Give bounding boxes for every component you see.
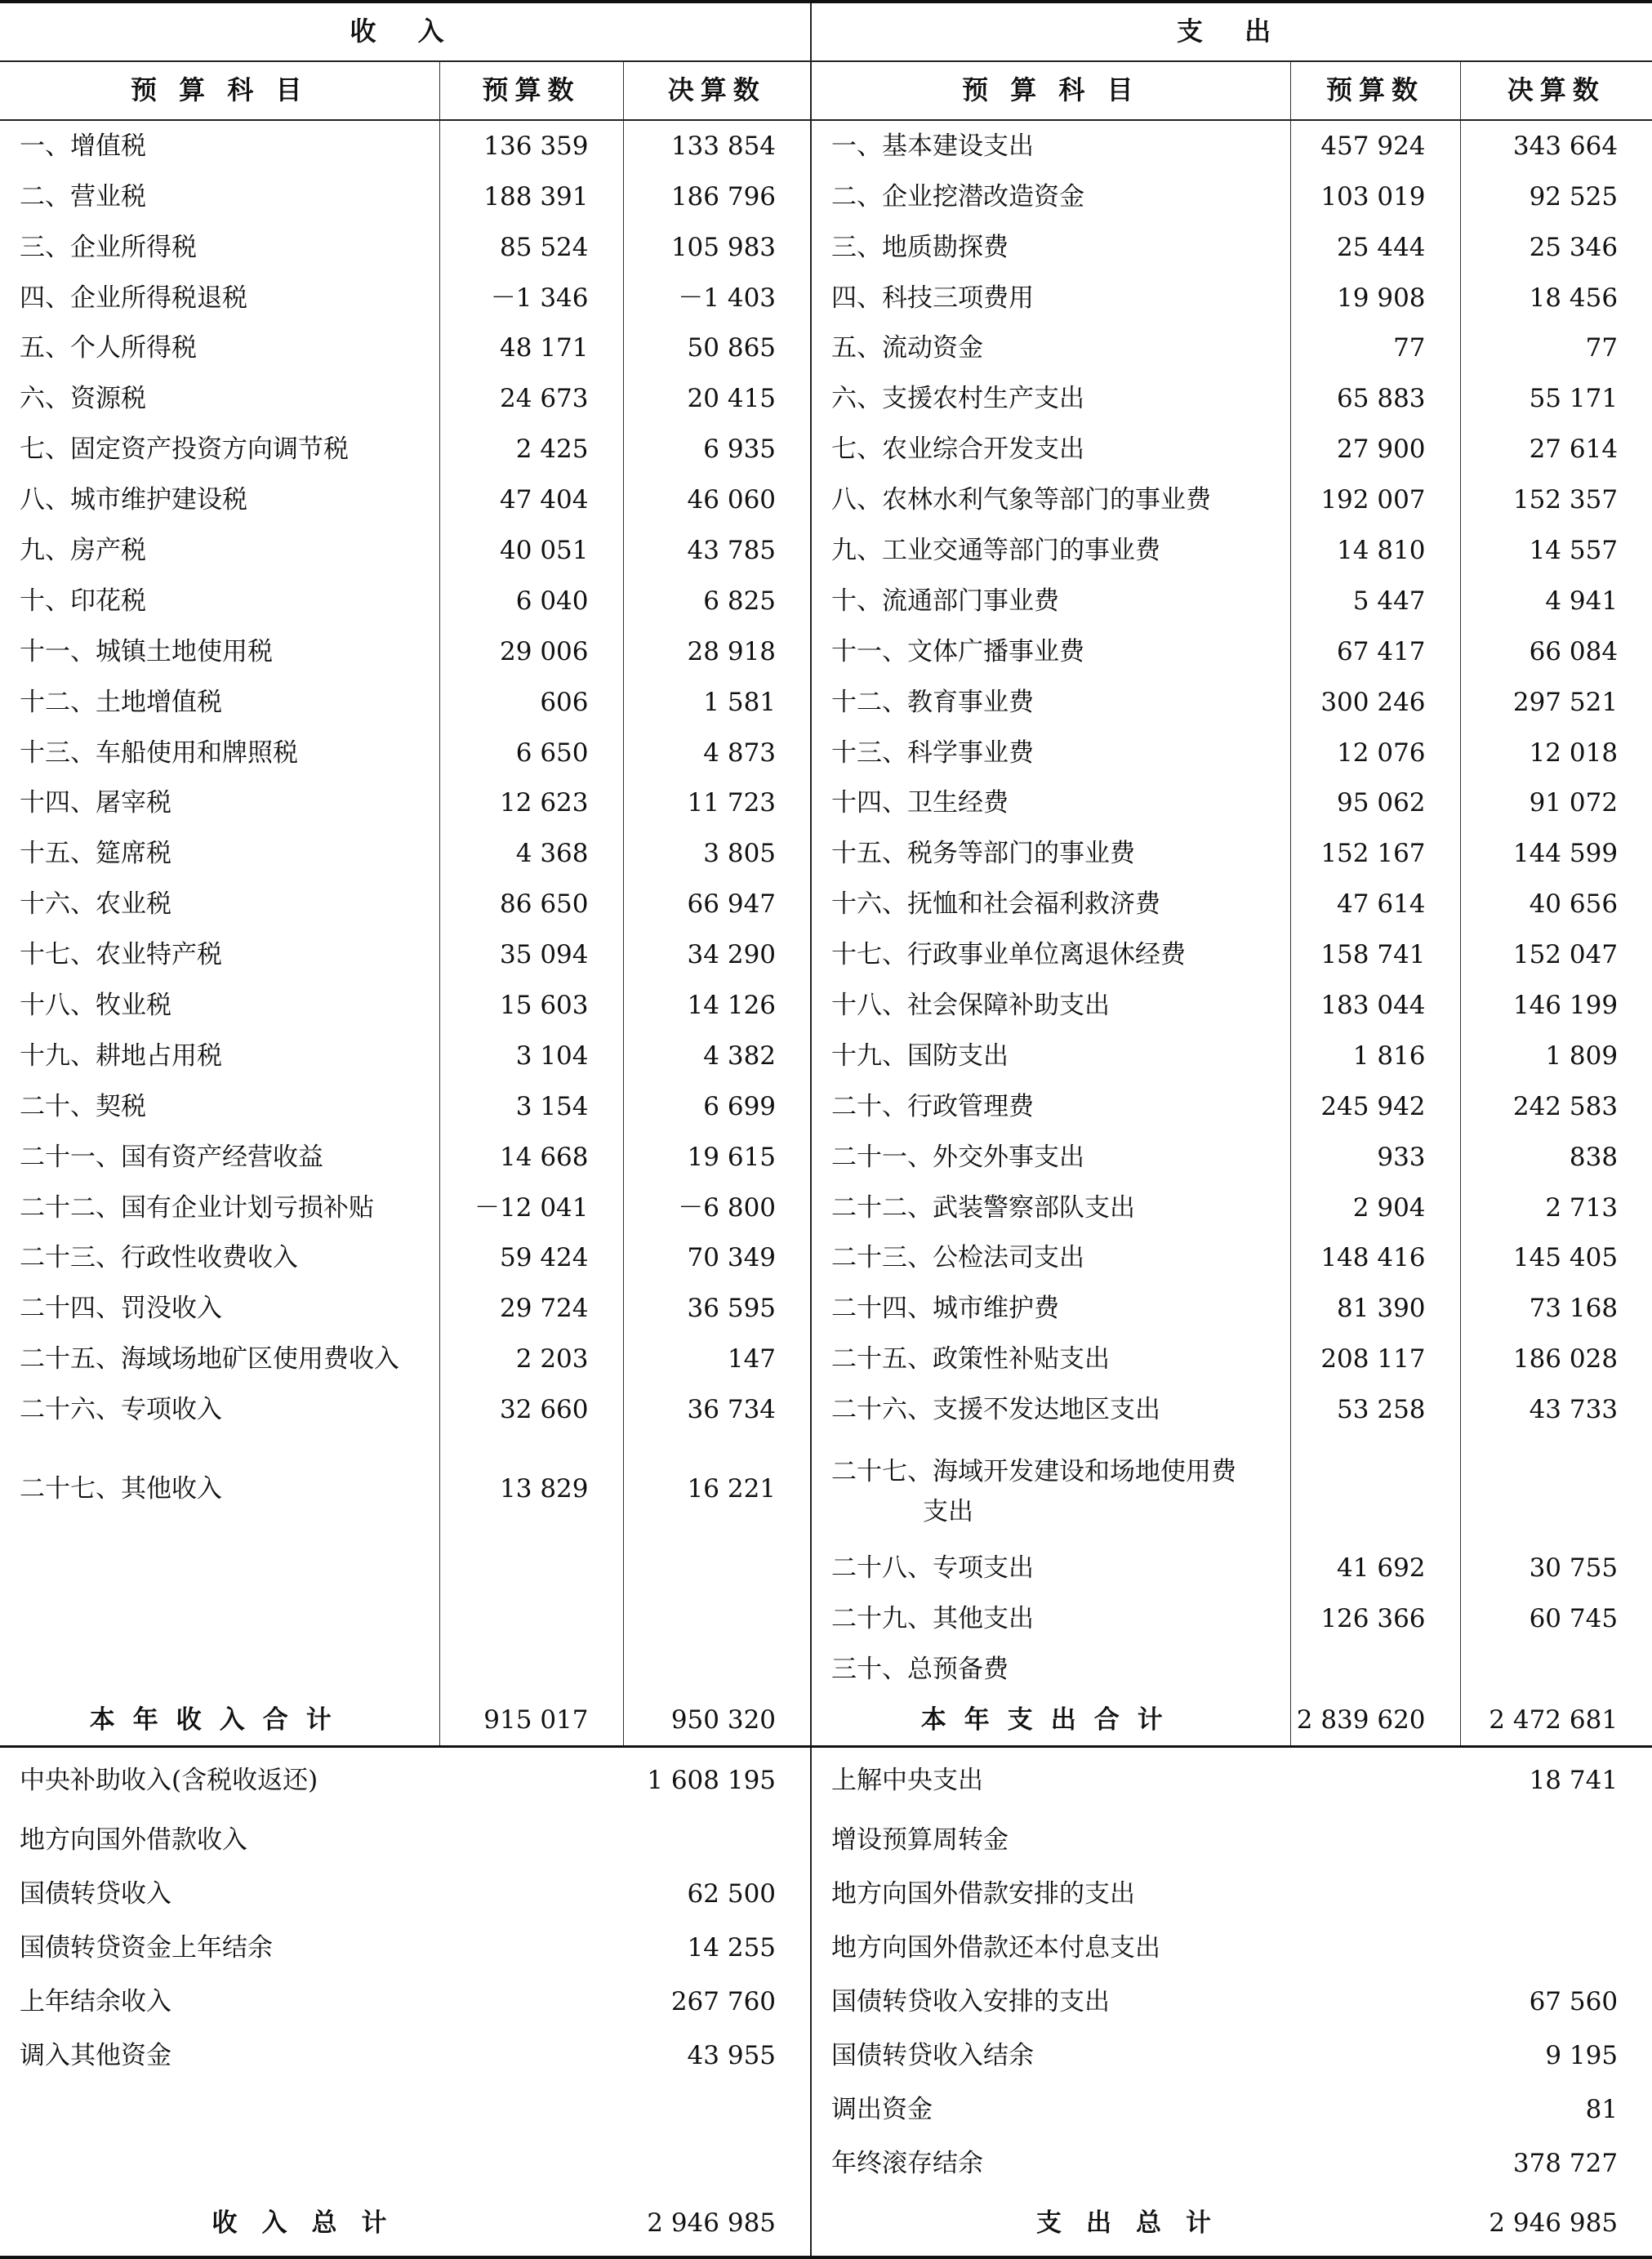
- expenditure-final-header: 决算数: [1460, 61, 1652, 120]
- expenditure-item-final: 14 557: [1529, 536, 1619, 566]
- expenditure-grand-total: 2 946 985: [1460, 2190, 1652, 2257]
- expenditure-item-final: 146 199: [1512, 991, 1619, 1021]
- table-row: [0, 879, 1652, 929]
- extra-expenditure-final: [1460, 1867, 1652, 1921]
- expenditure-item-name: 十、流通部门事业费: [811, 576, 1290, 626]
- table-row: [0, 1543, 1652, 1593]
- income-item-final: －1 403: [623, 273, 811, 323]
- expenditure-item-budget: 81 390: [1290, 1283, 1460, 1334]
- income-item-final: 4 873: [623, 728, 811, 778]
- extra-income-final: 267 760: [623, 1975, 811, 2029]
- expenditure-item-final: 12 018: [1529, 737, 1619, 768]
- expenditure-item-name-line2: 支出: [923, 1497, 974, 1527]
- expenditure-item-final: 91 072: [1529, 788, 1619, 818]
- expenditure-item-final: [1460, 1435, 1652, 1543]
- income-item-final: [623, 1593, 811, 1644]
- expenditure-section-title: 支 出: [811, 2, 1652, 61]
- expenditure-item-budget: 152 167: [1290, 828, 1460, 879]
- income-item-budget: 3 104: [439, 1031, 623, 1081]
- income-item-budget: 6 650: [439, 728, 623, 778]
- table-row: [0, 373, 1652, 424]
- income-item-budget: －12 041: [439, 1183, 623, 1233]
- table-row: [0, 1334, 1652, 1384]
- expenditure-item-final: 2 713: [1545, 1192, 1619, 1223]
- extra-income-final: [623, 2136, 811, 2190]
- extra-income-name: 地方向国外借款收入: [20, 1825, 247, 1855]
- expenditure-item-final: 144 599: [1512, 839, 1619, 869]
- expenditure-item-budget: 65 883: [1290, 373, 1460, 424]
- extra-expenditure-name: 地方向国外借款安排的支出: [831, 1878, 1136, 1909]
- expenditure-item-final: 242 583: [1512, 1091, 1619, 1121]
- expenditure-item-final: 30 755: [1529, 1553, 1619, 1584]
- income-item-final: 66 947: [623, 879, 811, 929]
- expenditure-item-name: 二十三、公检法司支出: [811, 1233, 1290, 1284]
- expenditure-item-name: 二十四、城市维护费: [811, 1283, 1290, 1334]
- income-item-name: 四、企业所得税退税: [0, 273, 439, 323]
- income-item-name: 二十、契税: [0, 1081, 439, 1132]
- extra-expenditure-final: 9 195: [1545, 2040, 1619, 2070]
- expenditure-item-budget: 77: [1290, 323, 1460, 374]
- extra-expenditure-name: 年终滚存结余: [831, 2148, 984, 2178]
- table-row: [0, 1813, 1652, 1867]
- expenditure-item-budget: 457 924: [1290, 120, 1460, 172]
- expenditure-item-budget: 300 246: [1290, 677, 1460, 728]
- income-item-name: 六、资源税: [0, 373, 439, 424]
- expenditure-item-final: 838: [1569, 1142, 1619, 1172]
- income-item-final: 28 918: [623, 626, 811, 677]
- income-item-name: 七、固定资产投资方向调节税: [0, 424, 439, 475]
- income-final-header: 决算数: [623, 61, 811, 120]
- income-item-final: －6 800: [623, 1183, 811, 1233]
- income-item-final: 20 415: [623, 373, 811, 424]
- expenditure-item-final: 4 941: [1545, 586, 1619, 616]
- income-item-budget: 13 829: [439, 1435, 623, 1543]
- expenditure-item-name: 二十五、政策性补贴支出: [811, 1334, 1290, 1384]
- income-item-budget: 29 724: [439, 1283, 623, 1334]
- income-item-name: 十一、城镇土地使用税: [0, 626, 439, 677]
- expenditure-item-name: 四、科技三项费用: [811, 273, 1290, 323]
- extra-expenditure-final: [1460, 1921, 1652, 1975]
- extra-income-final: 43 955: [623, 2029, 811, 2083]
- expenditure-item-name: 二十、行政管理费: [811, 1081, 1290, 1132]
- income-item-budget: 40 051: [439, 525, 623, 576]
- income-item-final: 133 854: [623, 120, 811, 172]
- income-total-label: 本年收入合计: [0, 1695, 439, 1747]
- expenditure-total-label: 本年支出合计: [811, 1695, 1290, 1747]
- extra-income-final: 1 608 195: [623, 1746, 811, 1813]
- expenditure-item-final: 27 614: [1529, 434, 1619, 465]
- table-row: [0, 1746, 1652, 1813]
- income-grand-total-label: 收入总计: [0, 2190, 623, 2257]
- expenditure-item-name: 十七、行政事业单位离退休经费: [811, 929, 1290, 980]
- table-row: [0, 2029, 1652, 2083]
- income-item-name: 十八、牧业税: [0, 980, 439, 1031]
- expenditure-item-final: 40 656: [1529, 889, 1619, 920]
- income-item-final: 36 595: [623, 1283, 811, 1334]
- expenditure-item-budget: 933: [1290, 1132, 1460, 1183]
- expenditure-item-budget: 95 062: [1290, 778, 1460, 829]
- expenditure-item-name: 十五、税务等部门的事业费: [811, 828, 1290, 879]
- table-row: [0, 2136, 1652, 2190]
- expenditure-item-name: 九、工业交通等部门的事业费: [811, 525, 1290, 576]
- income-item-final: 46 060: [623, 475, 811, 525]
- income-item-final: 19 615: [623, 1132, 811, 1183]
- extra-income-final: [623, 2083, 811, 2136]
- extra-expenditure-name: 国债转贷收入结余: [831, 2040, 1035, 2070]
- income-item-budget: 32 660: [439, 1384, 623, 1435]
- table-row: [0, 424, 1652, 475]
- expenditure-item-name: 一、基本建设支出: [811, 120, 1290, 172]
- expenditure-item-name: 三、地质勘探费: [811, 222, 1290, 273]
- expenditure-item-name-line1: 二十七、海域开发建设和场地使用费: [831, 1456, 1237, 1486]
- expenditure-item-name: 二十二、武装警察部队支出: [811, 1183, 1290, 1233]
- extra-income-name: 上年结余收入: [20, 1986, 171, 2016]
- table-row: [0, 1384, 1652, 1435]
- income-item-budget: 2 203: [439, 1334, 623, 1384]
- table-row: [0, 929, 1652, 980]
- income-item-final: 186 796: [623, 172, 811, 222]
- table-row: [0, 1921, 1652, 1975]
- income-item-final: 36 734: [623, 1384, 811, 1435]
- table-row: [0, 525, 1652, 576]
- extra-expenditure-name: 上解中央支出: [811, 1746, 1460, 1813]
- expenditure-item-final: 18 456: [1529, 283, 1619, 313]
- extra-expenditure-final: 378 727: [1512, 2148, 1619, 2178]
- income-budget-header: 预算数: [439, 61, 623, 120]
- table-row: [0, 1283, 1652, 1334]
- income-item-budget: 2 425: [439, 424, 623, 475]
- expenditure-item-budget: 208 117: [1290, 1334, 1460, 1384]
- expenditure-item-name: 十四、卫生经费: [811, 778, 1290, 829]
- income-item-name: 八、城市维护建设税: [0, 475, 439, 525]
- extra-expenditure-final: 18 741: [1460, 1746, 1652, 1813]
- table-row: [0, 222, 1652, 273]
- grand-total-row: [0, 2190, 1652, 2257]
- table-row: [0, 1593, 1652, 1644]
- income-item-name: 二十三、行政性收费收入: [0, 1233, 439, 1284]
- income-item-final: 105 983: [623, 222, 811, 273]
- expenditure-item-name: 二十八、专项支出: [811, 1543, 1290, 1593]
- expenditure-item-final: 145 405: [1512, 1243, 1619, 1273]
- income-item-name: [0, 1593, 439, 1644]
- expenditure-item-name: 五、流动资金: [811, 323, 1290, 374]
- expenditure-item-budget: 183 044: [1290, 980, 1460, 1031]
- income-total-budget: 915 017: [439, 1695, 623, 1747]
- table-row: [0, 273, 1652, 323]
- income-item-name: 十七、农业特产税: [0, 929, 439, 980]
- table-row: [0, 1435, 1652, 1543]
- income-item-budget: 86 650: [439, 879, 623, 929]
- extra-income-name: 中央补助收入(含税收返还): [0, 1746, 623, 1813]
- income-item-final: 4 382: [623, 1031, 811, 1081]
- table-row: [0, 626, 1652, 677]
- expenditure-item-final: 297 521: [1512, 687, 1619, 717]
- income-item-final: 6 935: [623, 424, 811, 475]
- income-item-budget: 48 171: [439, 323, 623, 374]
- expenditure-item-budget: 126 366: [1290, 1593, 1460, 1644]
- income-item-budget: 188 391: [439, 172, 623, 222]
- income-item-final: 50 865: [623, 323, 811, 374]
- expenditure-item-name: 七、农业综合开发支出: [811, 424, 1290, 475]
- income-item-name: 二、营业税: [0, 172, 439, 222]
- expenditure-item-name: [811, 1435, 1290, 1543]
- income-item-budget: 29 006: [439, 626, 623, 677]
- income-item-final: 70 349: [623, 1233, 811, 1284]
- expenditure-item-budget: 5 447: [1290, 576, 1460, 626]
- table-row: [0, 475, 1652, 525]
- income-item-budget: 12 623: [439, 778, 623, 829]
- income-item-budget: 4 368: [439, 828, 623, 879]
- income-item-name: [0, 1644, 439, 1695]
- expenditure-item-final: 186 028: [1512, 1344, 1619, 1375]
- income-item-final: 6 825: [623, 576, 811, 626]
- annual-total-row: [0, 1695, 1652, 1747]
- income-subject-header: 预 算 科 目: [0, 61, 439, 120]
- table-row: [0, 1031, 1652, 1081]
- extra-income-name: [0, 2136, 623, 2190]
- income-item-budget: [439, 1644, 623, 1695]
- table-row: [0, 677, 1652, 728]
- table-row: [0, 1867, 1652, 1921]
- expenditure-item-budget: [1290, 1644, 1460, 1695]
- income-item-name: 二十六、专项收入: [0, 1384, 439, 1435]
- income-item-budget: 59 424: [439, 1233, 623, 1284]
- expenditure-item-budget: 2 904: [1290, 1183, 1460, 1233]
- extra-income-name: [0, 2083, 623, 2136]
- extra-expenditure-name: 调出资金: [831, 2094, 933, 2124]
- income-item-budget: 85 524: [439, 222, 623, 273]
- expenditure-item-budget: 14 810: [1290, 525, 1460, 576]
- income-item-final: [623, 1644, 811, 1695]
- expenditure-item-final: 152 047: [1512, 940, 1619, 970]
- expenditure-item-final: [1460, 1644, 1652, 1695]
- income-item-budget: 606: [439, 677, 623, 728]
- extra-income-name: 国债转贷资金上年结余: [20, 1932, 273, 1963]
- expenditure-item-budget: 67 417: [1290, 626, 1460, 677]
- income-item-budget: 15 603: [439, 980, 623, 1031]
- income-item-name: 十六、农业税: [0, 879, 439, 929]
- income-grand-total: 2 946 985: [623, 2190, 811, 2257]
- extra-expenditure-name: 国债转贷收入安排的支出: [831, 1986, 1111, 2016]
- expenditure-item-name: 六、支援农村生产支出: [811, 373, 1290, 424]
- expenditure-item-budget: 158 741: [1290, 929, 1460, 980]
- income-item-final: 14 126: [623, 980, 811, 1031]
- expenditure-item-budget: 192 007: [1290, 475, 1460, 525]
- extra-expenditure-final: [1460, 1813, 1652, 1867]
- table-row: [0, 1644, 1652, 1695]
- section-header-row: [0, 2, 1652, 61]
- income-item-name: 二十七、其他收入: [0, 1435, 439, 1543]
- expenditure-item-budget: 27 900: [1290, 424, 1460, 475]
- income-item-budget: [439, 1593, 623, 1644]
- income-item-name: 二十二、国有企业计划亏损补贴: [0, 1183, 439, 1233]
- expenditure-item-budget: 25 444: [1290, 222, 1460, 273]
- expenditure-subject-header: 预 算 科 目: [811, 61, 1290, 120]
- extra-expenditure-name: 地方向国外借款还本付息支出: [831, 1932, 1161, 1963]
- expenditure-item-name: 二十一、外交外事支出: [811, 1132, 1290, 1183]
- expenditure-item-budget: 1 816: [1290, 1031, 1460, 1081]
- expenditure-item-final: 92 525: [1529, 181, 1619, 212]
- income-item-budget: 24 673: [439, 373, 623, 424]
- expenditure-item-final: 73 168: [1529, 1294, 1619, 1324]
- expenditure-item-name: 八、农林水利气象等部门的事业费: [811, 475, 1290, 525]
- expenditure-grand-total-label: 支出总计: [811, 2190, 1460, 2257]
- table-row: [0, 778, 1652, 829]
- expenditure-item-final: 343 664: [1512, 131, 1619, 161]
- income-item-final: 1 581: [623, 677, 811, 728]
- extra-expenditure-final: 81: [1585, 2094, 1619, 2124]
- expenditure-budget-header: 预算数: [1290, 61, 1460, 120]
- expenditure-item-budget: [1290, 1435, 1460, 1543]
- income-item-name: 一、增值税: [0, 120, 439, 172]
- table-row: [0, 1975, 1652, 2029]
- income-item-final: 34 290: [623, 929, 811, 980]
- income-item-name: 十三、车船使用和牌照税: [0, 728, 439, 778]
- expenditure-item-budget: 53 258: [1290, 1384, 1460, 1435]
- income-item-budget: 14 668: [439, 1132, 623, 1183]
- expenditure-item-name: 二十六、支援不发达地区支出: [811, 1384, 1290, 1435]
- expenditure-item-budget: 148 416: [1290, 1233, 1460, 1284]
- expenditure-item-budget: 12 076: [1290, 728, 1460, 778]
- expenditure-item-name: 十六、抚恤和社会福利救济费: [811, 879, 1290, 929]
- income-item-name: 二十五、海域场地矿区使用费收入: [0, 1334, 439, 1384]
- expenditure-total-budget: 2 839 620: [1290, 1695, 1460, 1747]
- income-item-name: 十九、耕地占用税: [0, 1031, 439, 1081]
- income-item-final: 16 221: [623, 1435, 811, 1543]
- income-item-name: 五、个人所得税: [0, 323, 439, 374]
- income-item-name: 九、房产税: [0, 525, 439, 576]
- expenditure-item-name: 十三、科学事业费: [811, 728, 1290, 778]
- income-item-budget: 6 040: [439, 576, 623, 626]
- income-item-final: 3 805: [623, 828, 811, 879]
- expenditure-item-final: 55 171: [1529, 384, 1619, 414]
- expenditure-item-final: 66 084: [1529, 636, 1619, 666]
- table-row: [0, 828, 1652, 879]
- table-row: [0, 576, 1652, 626]
- table-row: [0, 120, 1652, 172]
- table-row: [0, 1183, 1652, 1233]
- income-item-final: 147: [623, 1334, 811, 1384]
- table-row: [0, 1233, 1652, 1284]
- income-item-name: 二十四、罚没收入: [0, 1283, 439, 1334]
- expenditure-total-final: 2 472 681: [1489, 1704, 1619, 1735]
- income-item-final: 6 699: [623, 1081, 811, 1132]
- income-item-budget: 3 154: [439, 1081, 623, 1132]
- expenditure-item-final: 60 745: [1529, 1603, 1619, 1633]
- income-total-final: 950 320: [623, 1695, 811, 1747]
- expenditure-item-budget: 47 614: [1290, 879, 1460, 929]
- expenditure-item-name: 十一、文体广播事业费: [811, 626, 1290, 677]
- income-item-final: 43 785: [623, 525, 811, 576]
- income-item-budget: [439, 1543, 623, 1593]
- expenditure-item-final: 152 357: [1512, 485, 1619, 515]
- income-item-final: 11 723: [623, 778, 811, 829]
- expenditure-item-final: 25 346: [1529, 232, 1619, 262]
- expenditure-item-budget: 245 942: [1290, 1081, 1460, 1132]
- expenditure-item-final: 43 733: [1529, 1395, 1619, 1425]
- income-item-budget: －1 346: [439, 273, 623, 323]
- income-item-name: 十五、筵席税: [0, 828, 439, 879]
- income-section-title: 收 入: [0, 2, 811, 61]
- expenditure-item-final: 1 809: [1545, 1040, 1619, 1071]
- expenditure-item-name: 三十、总预备费: [811, 1644, 1290, 1695]
- table-row: [0, 980, 1652, 1031]
- income-item-budget: 47 404: [439, 475, 623, 525]
- expenditure-item-name: 十九、国防支出: [811, 1031, 1290, 1081]
- income-item-name: 三、企业所得税: [0, 222, 439, 273]
- expenditure-item-name: 十八、社会保障补助支出: [811, 980, 1290, 1031]
- table-row: [0, 1081, 1652, 1132]
- table-row: [0, 2083, 1652, 2136]
- expenditure-item-final: 77: [1585, 333, 1619, 363]
- expenditure-item-name: 二、企业挖潜改造资金: [811, 172, 1290, 222]
- income-item-name: [0, 1543, 439, 1593]
- expenditure-item-budget: 19 908: [1290, 273, 1460, 323]
- extra-income-name: 调入其他资金: [20, 2040, 171, 2070]
- income-item-name: 十四、屠宰税: [0, 778, 439, 829]
- income-item-budget: 136 359: [439, 120, 623, 172]
- extra-expenditure-name: 增设预算周转金: [831, 1825, 1009, 1855]
- expenditure-item-name: 十二、教育事业费: [811, 677, 1290, 728]
- income-item-name: 二十一、国有资产经营收益: [0, 1132, 439, 1183]
- table-row: [0, 172, 1652, 222]
- income-item-name: 十二、土地增值税: [0, 677, 439, 728]
- extra-expenditure-final: 67 560: [1529, 1986, 1619, 2016]
- expenditure-item-budget: 103 019: [1290, 172, 1460, 222]
- table-row: [0, 1132, 1652, 1183]
- extra-income-final: 14 255: [623, 1921, 811, 1975]
- extra-income-final: 62 500: [623, 1867, 811, 1921]
- income-item-name: 十、印花税: [0, 576, 439, 626]
- column-header-row: [0, 61, 1652, 120]
- income-item-final: [623, 1543, 811, 1593]
- table-row: [0, 728, 1652, 778]
- extra-income-name: 国债转贷收入: [20, 1878, 171, 1909]
- expenditure-item-name: 二十九、其他支出: [811, 1593, 1290, 1644]
- extra-income-final: [623, 1813, 811, 1867]
- table-row: [0, 323, 1652, 374]
- expenditure-item-budget: 41 692: [1290, 1543, 1460, 1593]
- income-item-budget: 35 094: [439, 929, 623, 980]
